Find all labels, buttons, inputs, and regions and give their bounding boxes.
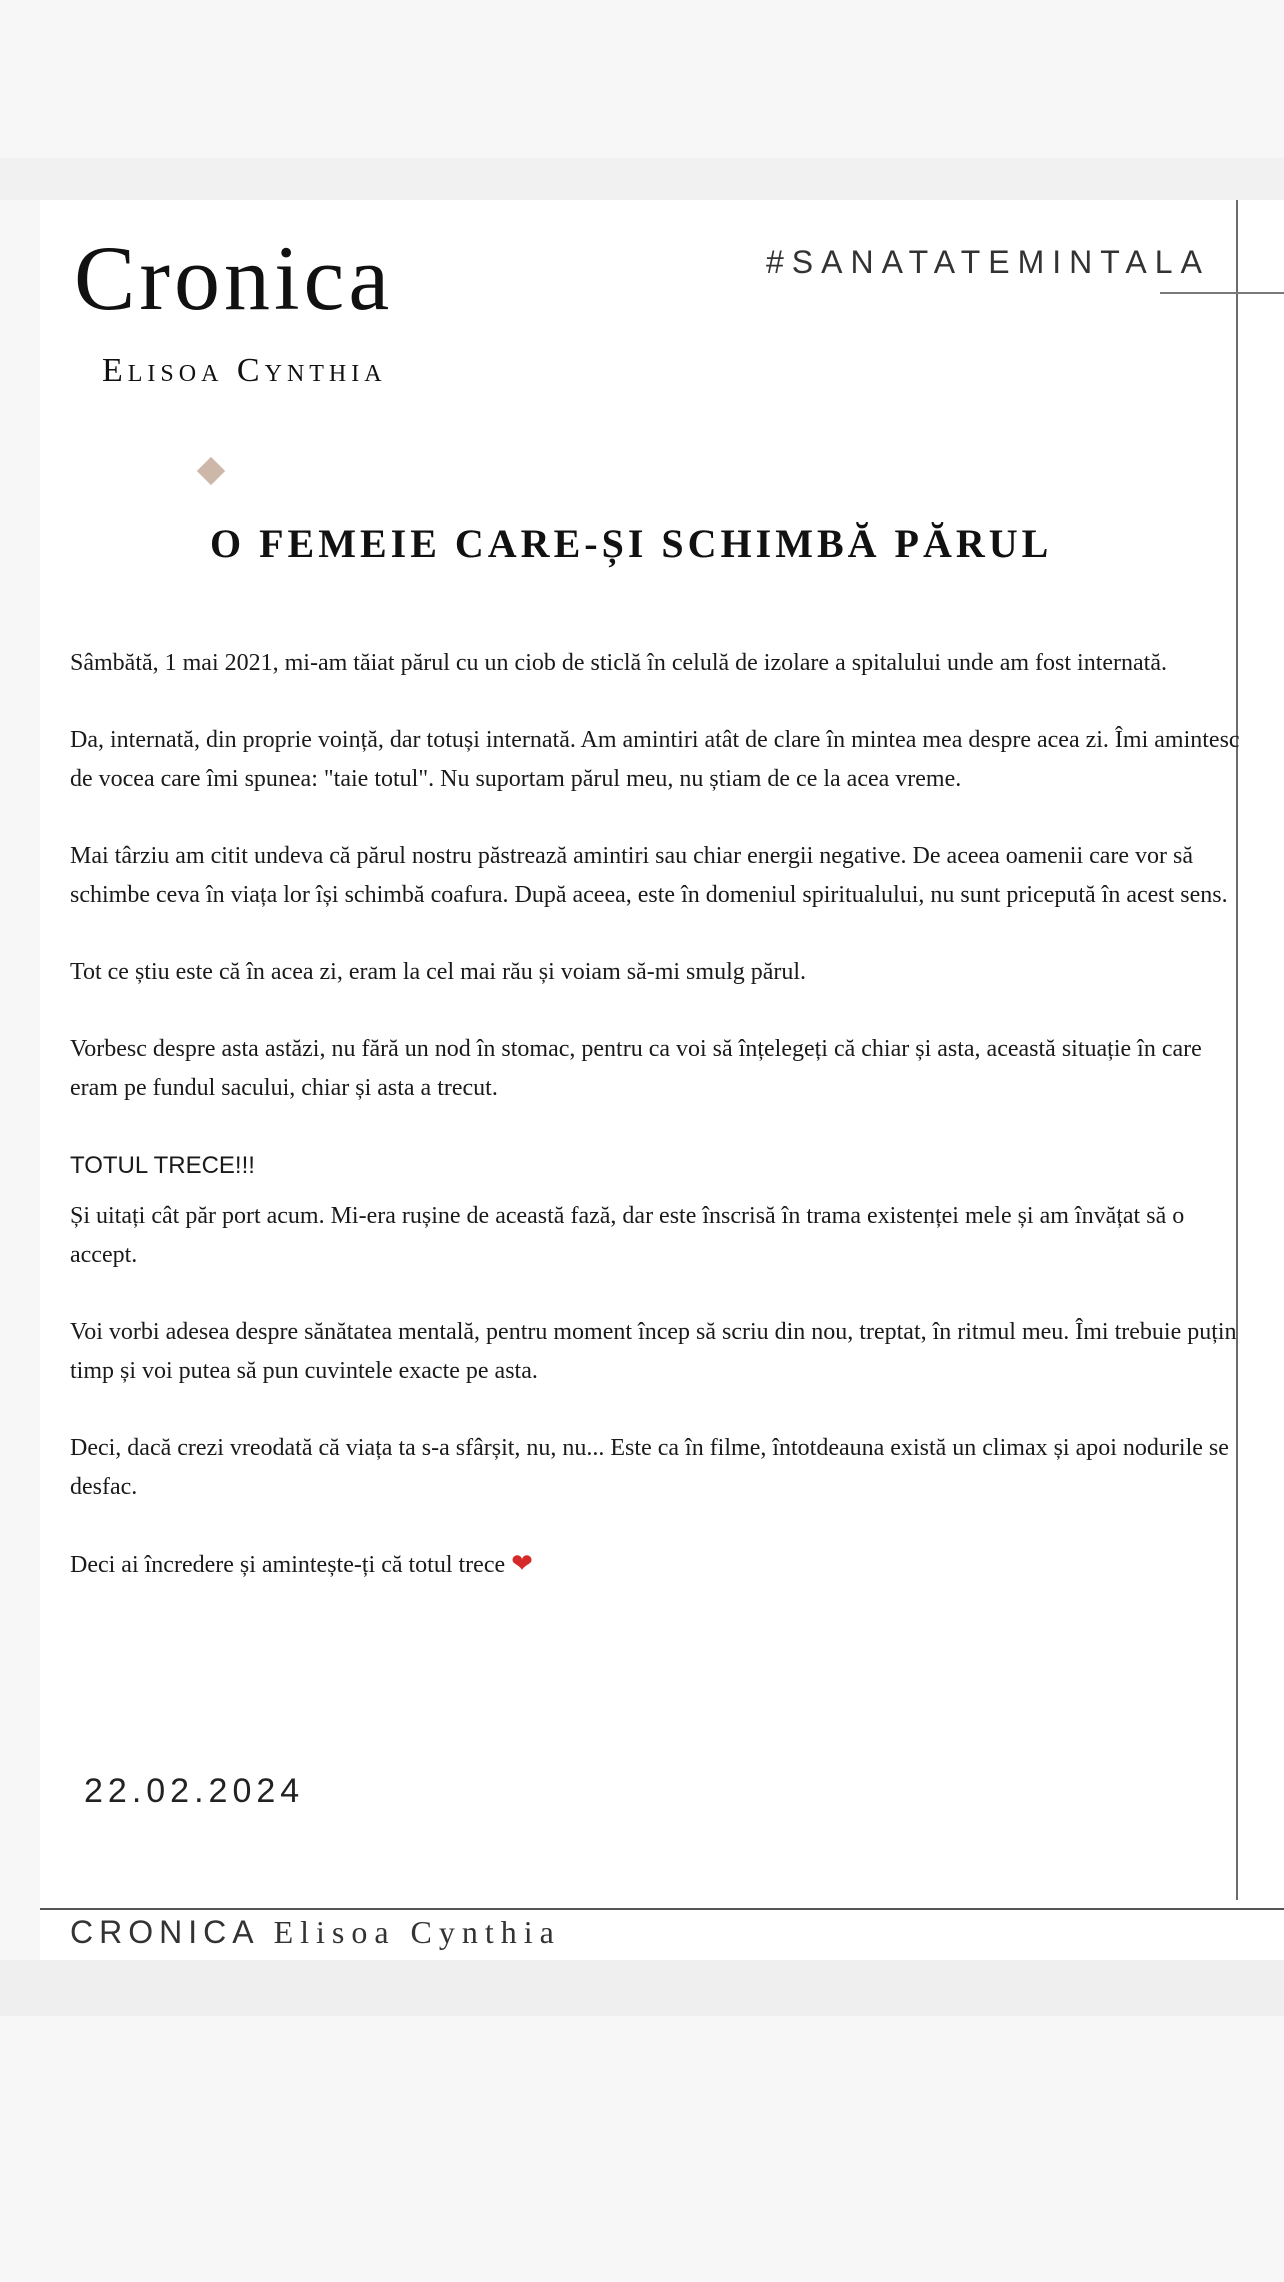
paragraph: Și uitați cât păr port acum. Mi-era rușine de această fază, dar este înscrisă în trama existenței mele și am învățat să o accept. xyxy=(70,1203,1185,1268)
footer-brand: CRONICA xyxy=(70,1914,260,1950)
brand-title: Cronica xyxy=(74,227,394,329)
article-title: O FEMEIE CARE-ȘI SCHIMBĂ PĂRUL xyxy=(210,521,1053,566)
heart-icon: ❤ xyxy=(511,1549,533,1579)
footer-rule xyxy=(40,1908,1284,1910)
paragraph: Deci, dacă crezi vreodată că viața ta s-a sfârșit, nu, nu... Este ca în filme, întotdeauna există un climax și apoi nodurile se desfac. xyxy=(70,1435,1229,1500)
paragraph: Mai târziu am citit undeva că părul nostru păstrează amintiri sau chiar energii negative. De aceea oamenii care vor să schimbe ceva în viața lor își schimbă coafura. După aceea, este în domeniul spiritualului, nu sunt pricepută în acest sens. xyxy=(70,843,1228,908)
hashtag-label[interactable]: #SANATATEMINTALA xyxy=(766,244,1210,280)
paragraph: Sâmbătă, 1 mai 2021, mi-am tăiat părul cu un ciob de sticlă în celulă de izolare a spitalului unde am fost internată. xyxy=(70,650,1167,676)
paragraph: Voi vorbi adesea despre sănătatea mentală, pentru moment încep să scriu din nou, treptat, în ritmul meu. Îmi trebuie puțin timp și voi putea să pun cuvintele exacte pe asta. xyxy=(70,1319,1237,1384)
closing-text: Deci ai încredere și amintește-ți că totul trece xyxy=(70,1552,506,1578)
paragraph: Tot ce știu este că în acea zi, eram la cel mai rău și voiam să-mi smulg părul. xyxy=(70,959,807,985)
top-frame-band xyxy=(0,158,1284,200)
closing-paragraph xyxy=(70,1545,1240,1585)
paragraph: Vorbesc despre asta astăzi, nu fără un nod în stomac, pentru ca voi să înțelegeți că chiar și asta, această situație în care eram pe fundul sacului, chiar și asta a trecut. xyxy=(70,1036,1202,1101)
article-body xyxy=(70,644,1240,1623)
hashtag-rule xyxy=(1160,292,1284,294)
paragraph: Da, internată, din proprie voință, dar totuși internată. Am amintiri atât de clare în mintea mea despre acea zi. Îmi amintesc de vocea care îmi spunea: "taie totul". Nu suportam părul meu, nu știam de ce la acea vreme. xyxy=(70,727,1240,792)
article-date: 22.02.2024 xyxy=(84,1772,305,1810)
footer xyxy=(70,1914,561,1951)
bottom-frame-band xyxy=(0,1960,1284,2016)
footer-author: Elisoa Cynthia xyxy=(273,1914,561,1950)
shout-line: TOTUL TRECE!!! xyxy=(70,1152,255,1179)
author-name: Elisoa Cynthia xyxy=(102,352,387,389)
